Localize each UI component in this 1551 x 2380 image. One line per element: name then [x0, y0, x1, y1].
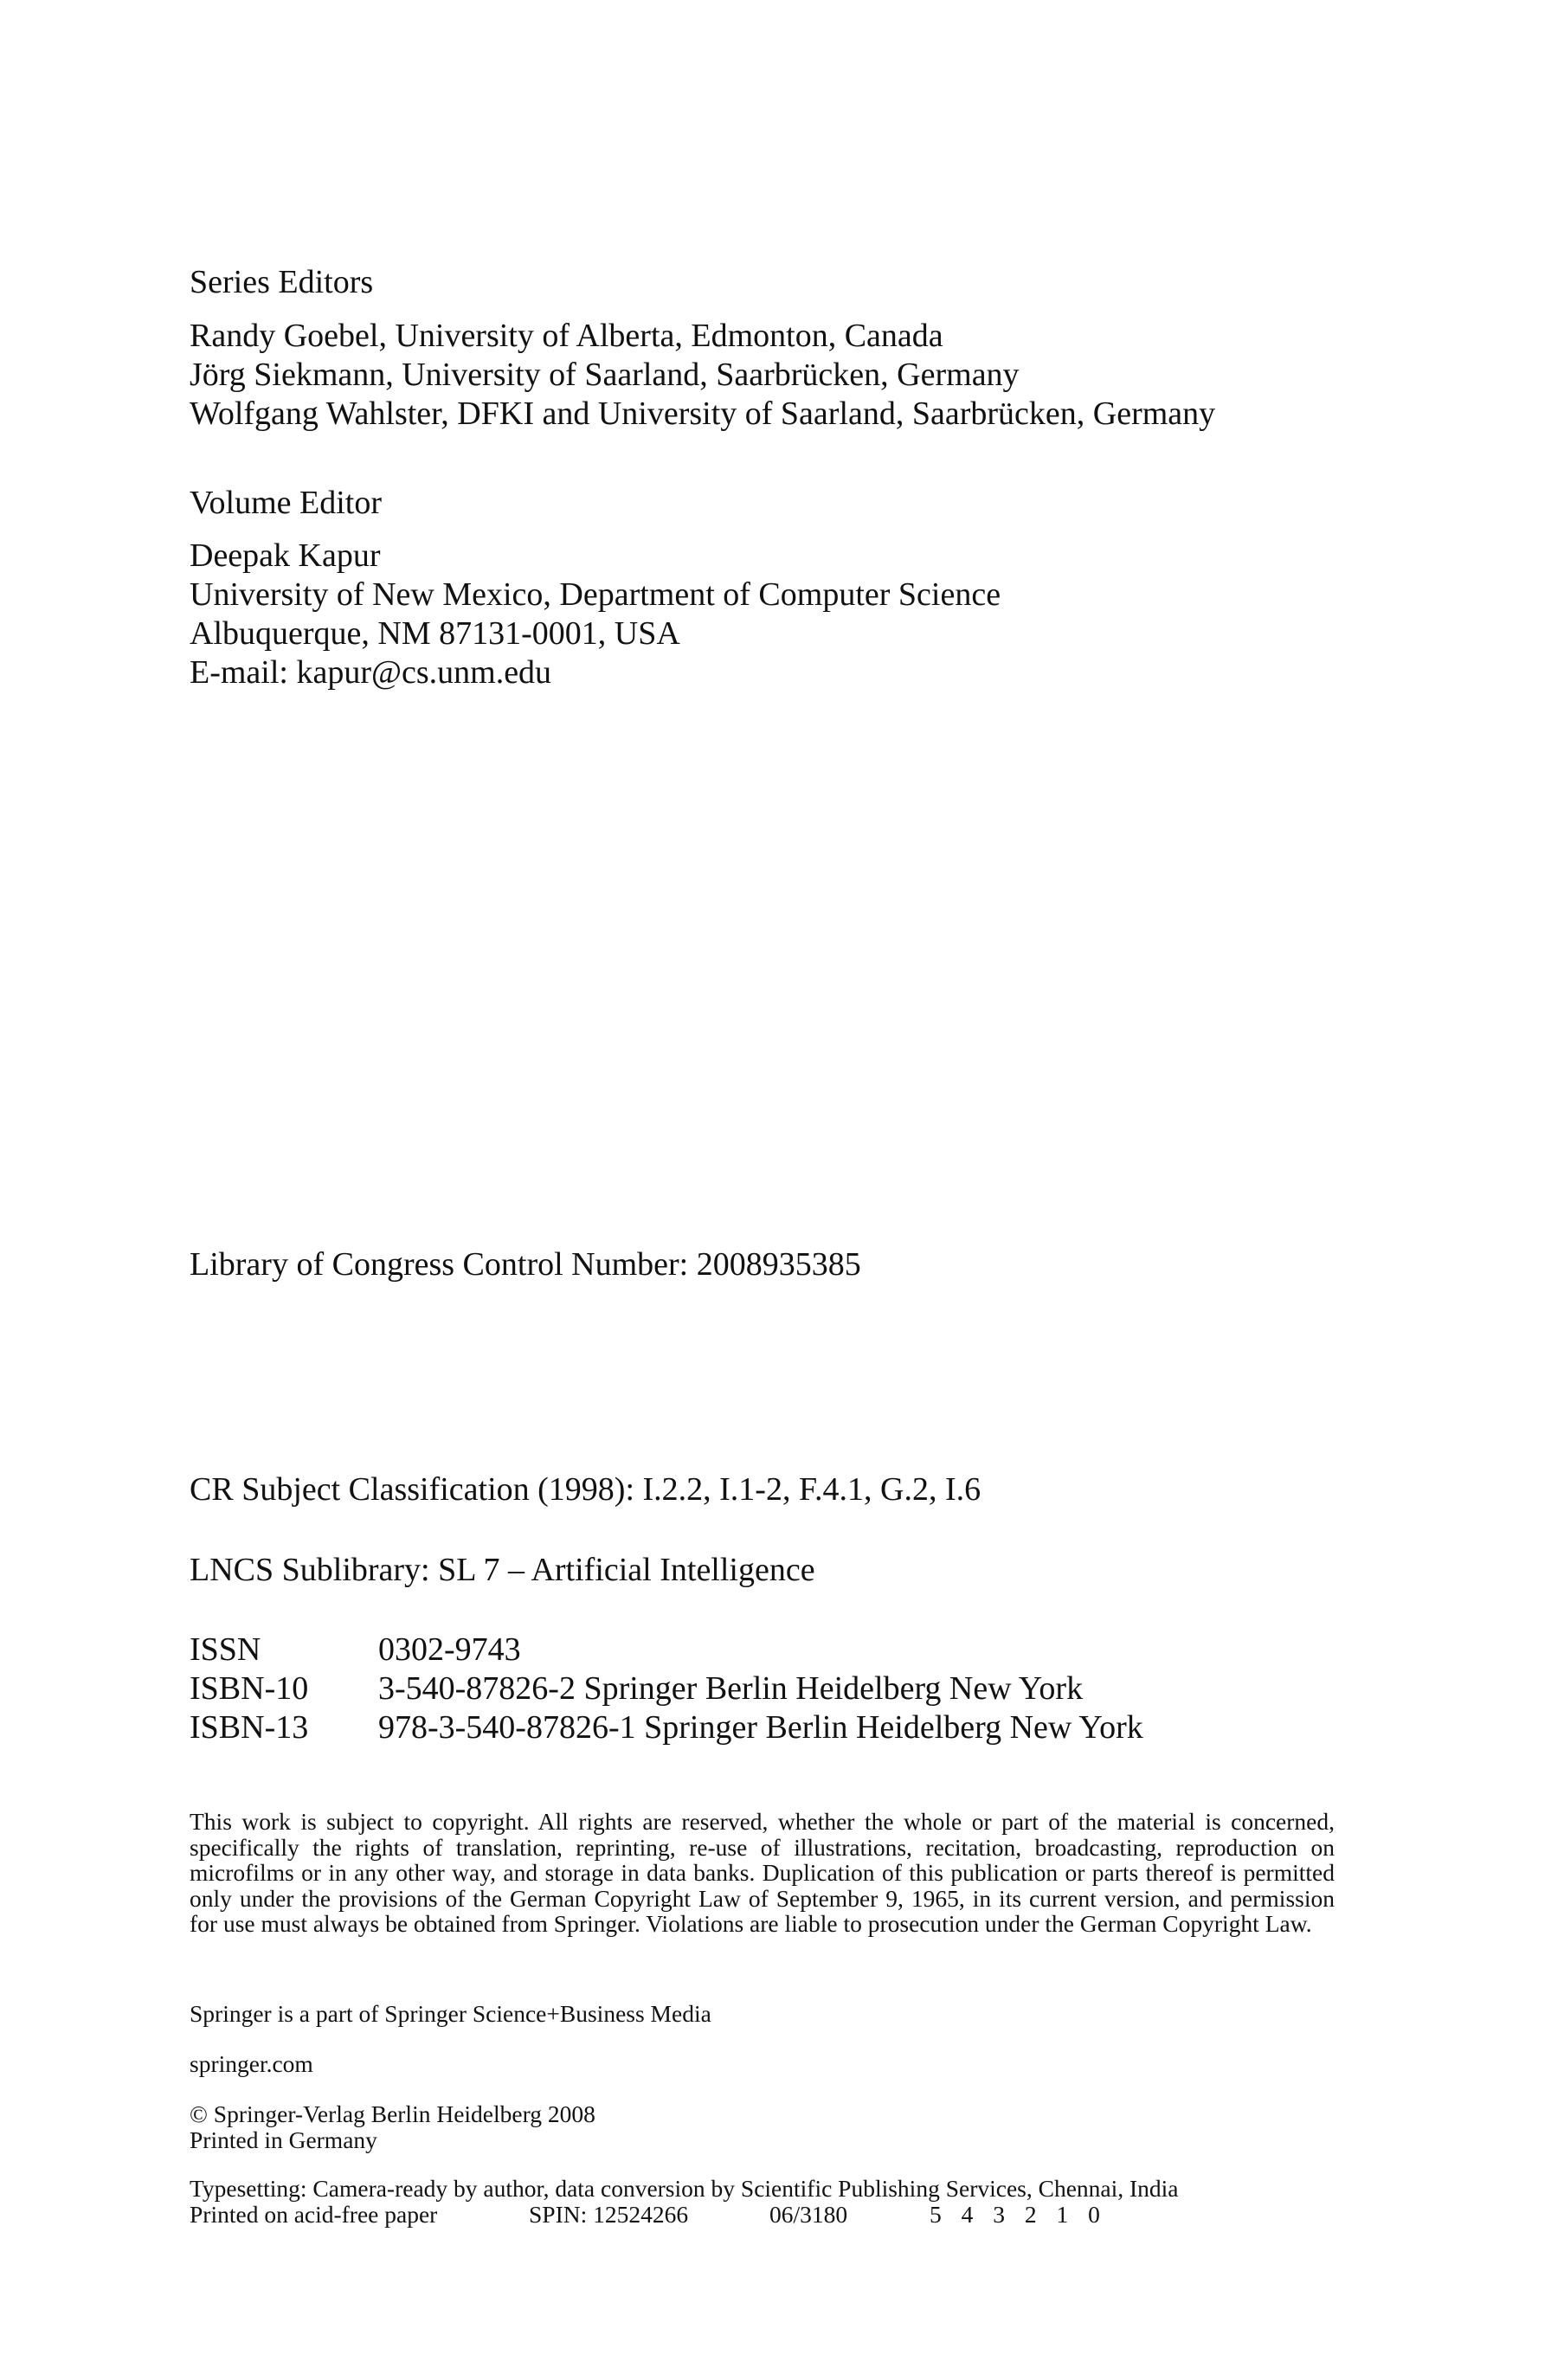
- issn-label: ISSN: [190, 1631, 261, 1668]
- issn-row: [190, 1631, 1143, 1669]
- print-run: 5 4 3 2 1 0: [930, 2200, 1107, 2228]
- springer-part: Springer is a part of Springer Science+Business Media: [190, 2000, 711, 2027]
- series-editor-2: Jörg Siekmann, University of Saarland, Saarbrücken, Germany: [190, 357, 1020, 393]
- series-editors-heading: Series Editors: [190, 264, 374, 300]
- series-editor-1: Randy Goebel, University of Alberta, Edmonton, Canada: [190, 318, 943, 354]
- print-footer: [190, 2202, 1179, 2228]
- series-editors-list: [190, 317, 1215, 434]
- isbn13-row: [190, 1708, 1143, 1747]
- series-editor-3: Wolfgang Wahlster, DFKI and University of Saarland, Saarbrücken, Germany: [190, 396, 1216, 432]
- identifiers-table: [190, 1631, 1143, 1747]
- isbn10-value: 3-540-87826-2 Springer Berlin Heidelberg New York: [378, 1670, 1084, 1707]
- print-code: 06/3180: [769, 2200, 848, 2228]
- copyright-line: © Springer-Verlag Berlin Heidelberg 2008: [190, 2100, 595, 2127]
- lncs-sublibrary: LNCS Sublibrary: SL 7 – Artificial Intelligence: [190, 1552, 815, 1588]
- volume-editor-details: [190, 537, 1001, 692]
- acid-free-paper: Printed on acid-free paper: [190, 2200, 438, 2228]
- volume-editor-address: Albuquerque, NM 87131-0001, USA: [190, 615, 680, 652]
- volume-editor-heading: Volume Editor: [190, 485, 383, 521]
- typesetting: Typesetting: Camera-ready by author, data conversion by Scientific Publishing Services, Chennai, India: [190, 2175, 1179, 2202]
- volume-editor-affiliation: University of New Mexico, Department of Computer Science: [190, 576, 1001, 613]
- issn-value: 0302-9743: [378, 1631, 521, 1668]
- spin-number: SPIN: 12524266: [529, 2200, 689, 2228]
- isbn10-row: [190, 1669, 1143, 1708]
- website: springer.com: [190, 2050, 313, 2077]
- isbn10-label: ISBN-10: [190, 1670, 309, 1707]
- isbn13-label: ISBN-13: [190, 1709, 309, 1746]
- copyright-block: [190, 2101, 595, 2152]
- isbn13-value: 978-3-540-87826-1 Springer Berlin Heidelberg New York: [378, 1709, 1143, 1746]
- lccn: Library of Congress Control Number: 2008935385: [190, 1246, 861, 1283]
- copyright-notice: This work is subject to copyright. All rights are reserved, whether the whole or part of the material is concerned, specifically the rights of translation, reprinting, re-use of illustrations, recitation, broadcasting, reproduction on microfilms or in any other way, and storage in data banks. Duplication of this publication or parts thereof is permitted only under the provisions of the German Copyright Law of September 9, 1965, in its current version, and permission for use must always be obtained from Springer. Violations are liable to prosecution under the German Copyright Law.: [190, 1808, 1335, 1937]
- typesetting-block: [190, 2176, 1179, 2227]
- printed-in: Printed in Germany: [190, 2126, 377, 2153]
- volume-editor-name: Deepak Kapur: [190, 537, 381, 574]
- cr-classification: CR Subject Classification (1998): I.2.2, I.1-2, F.4.1, G.2, I.6: [190, 1471, 981, 1508]
- volume-editor-email: E-mail: kapur@cs.unm.edu: [190, 654, 552, 691]
